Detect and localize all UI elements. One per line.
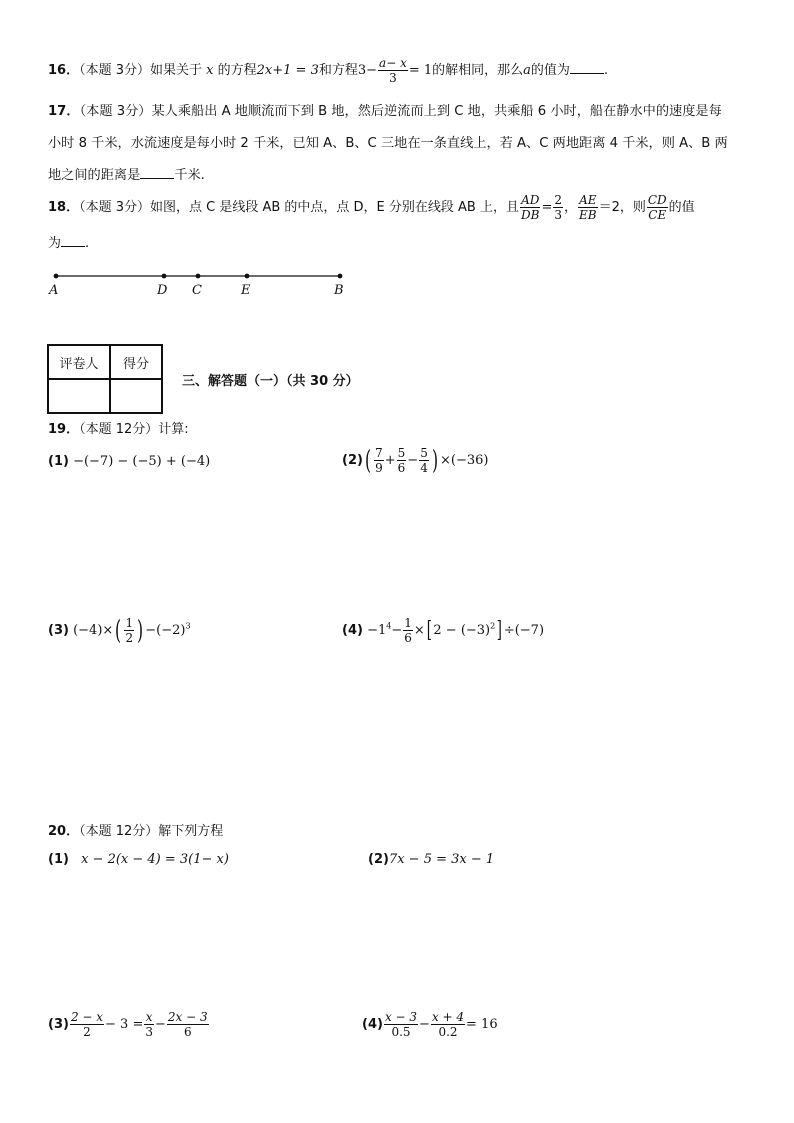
fraction-numerator: 2 (554, 193, 562, 207)
q19-part-4 (342, 616, 544, 645)
math-equation: 2x+1 = 3 (256, 63, 319, 78)
point-e-dot (245, 274, 250, 279)
question-number: 17． (48, 104, 80, 119)
math-fraction (70, 1010, 104, 1039)
math-fraction (520, 193, 540, 222)
question-text: 小时 8 千米，水流速度是每小时 2 千米，已知 A、B、C 三地在一条直线上，若 A、C 两地距离 4 千米，则 A、B 两 (48, 136, 728, 151)
score-header: 得分 (110, 345, 162, 379)
q20-part-3 (48, 1010, 210, 1039)
q20-part-2 (368, 852, 494, 867)
point-c-dot (196, 274, 201, 279)
question-number: 18． (48, 200, 80, 215)
question-text: 的方程 (217, 63, 257, 78)
punctuation: . (85, 236, 90, 251)
close-bracket: ] (496, 617, 503, 643)
q20-part-4 (362, 1010, 498, 1039)
point-e-label: E (241, 283, 251, 298)
math-expression: ÷(−7) (503, 623, 545, 638)
fraction-denominator: 9 (375, 461, 383, 475)
answer-blank[interactable] (61, 234, 85, 247)
math-equation: 7x − 5 = 3x − 1 (388, 852, 495, 867)
fraction-denominator: 2 (125, 631, 134, 645)
part-label: (2) (342, 453, 363, 468)
math-expression: −(−7) − (−5) + (−4) (73, 454, 211, 469)
question-text: 地之间的距离是 (48, 168, 141, 183)
section-title: 三、解答题（一）（共 30 分） (182, 374, 359, 389)
fraction-numerator: a− x (379, 56, 407, 70)
math-expression: 2 − (−3) (433, 623, 491, 638)
math-fraction (578, 193, 598, 222)
question-text: 的解相同，那么 (432, 63, 524, 78)
question-text: 的值 (668, 200, 695, 215)
math-equation: = 1 (408, 63, 433, 78)
grader-header: 评卷人 (48, 345, 110, 379)
question-text: 为 (48, 236, 62, 251)
math-equation: x − 2(x − 4) = 3(1− x) (81, 852, 229, 867)
fraction-numerator: 2x − 3 (167, 1010, 208, 1024)
part-label: (4) (342, 623, 363, 638)
question-18 (48, 192, 695, 224)
question-text: （本题 3分）如图，点 C 是线段 AB 的中点，点 D，E 分别在线段 AB 上，且 (79, 200, 519, 215)
question-number: 20． (48, 824, 80, 839)
plus-sign: + (384, 453, 396, 468)
question-18-line2 (48, 232, 89, 256)
part-label: (3) (48, 623, 69, 638)
fraction-denominator: DB (520, 208, 540, 222)
part-label: (4) (362, 1017, 383, 1032)
fraction-denominator: 0.2 (438, 1025, 458, 1039)
math-fraction (403, 616, 413, 645)
question-19 (48, 418, 189, 437)
math-variable: a (523, 63, 531, 78)
grade-table (47, 344, 163, 414)
math-fraction (553, 193, 563, 222)
fraction-numerator: AD (521, 193, 540, 207)
fraction-denominator: 3 (389, 71, 397, 85)
fraction-denominator: 3 (554, 208, 562, 222)
math-equation: 3− (357, 63, 378, 78)
punctuation: . (603, 63, 609, 78)
question-text: （本题 12分）解下列方程 (79, 824, 224, 839)
question-17 (48, 96, 728, 192)
answer-blank[interactable] (140, 166, 174, 179)
point-d-dot (162, 274, 167, 279)
fraction-numerator: x + 4 (431, 1010, 465, 1024)
point-d-label: D (157, 283, 168, 298)
question-text: （本题 12分）计算: (79, 422, 189, 437)
fraction-denominator: 3 (145, 1025, 153, 1039)
math-fraction (124, 616, 134, 645)
fraction-denominator: EB (579, 208, 597, 222)
question-text: （本题 3分）某人乘船出 A 地顺流而下到 B 地，然后逆流而上到 C 地，共乘船 6 小时，船在静水中的速度是每 (79, 104, 722, 119)
math-expression: −1 (367, 623, 387, 638)
fraction-denominator: CE (648, 208, 667, 222)
fraction-denominator: 6 (404, 631, 412, 645)
exponent: 3 (185, 621, 191, 631)
part-label: (1) (48, 852, 69, 867)
fraction-numerator: 5 (397, 446, 406, 460)
point-a-dot (54, 274, 59, 279)
q19-part-1 (48, 454, 210, 469)
answer-blank[interactable] (570, 61, 604, 74)
fraction-numerator: x (145, 1010, 153, 1024)
question-text: 的值为 (530, 63, 570, 78)
math-fraction (374, 446, 384, 475)
math-equation: = (541, 200, 553, 215)
minus-sign: − (407, 453, 419, 468)
open-paren: ( (364, 445, 372, 476)
point-a-label: A (49, 283, 59, 298)
point-b-label: B (334, 283, 344, 298)
fraction-denominator: 6 (183, 1025, 192, 1039)
question-text: 千米. (174, 168, 205, 183)
math-fraction (397, 446, 407, 475)
math-equation: = 16 (466, 1017, 498, 1032)
part-label: (1) (48, 454, 69, 469)
question-number: 19． (48, 422, 80, 437)
question-text: 和方程 (318, 63, 358, 78)
q19-part-2 (342, 446, 488, 475)
fraction-denominator: 6 (397, 461, 406, 475)
part-label: (3) (48, 1017, 69, 1032)
math-expression: − 3 = (105, 1017, 144, 1032)
math-fraction (384, 1010, 418, 1039)
question-text: （本题 3分） (79, 63, 150, 78)
fraction-denominator: 0.5 (391, 1025, 411, 1039)
fraction-denominator: 4 (420, 461, 428, 475)
fraction-numerator: 5 (420, 446, 428, 460)
fraction-numerator: AE (579, 193, 597, 207)
math-fraction (144, 1010, 154, 1039)
math-fraction (419, 446, 429, 475)
math-expression: (−4)× (73, 623, 114, 638)
question-text: ＝2，则 (598, 200, 646, 215)
score-cell[interactable] (110, 379, 162, 413)
math-fraction (167, 1010, 209, 1039)
part-label: (2) (368, 852, 389, 867)
open-bracket: [ (426, 617, 432, 643)
minus-sign: − (391, 623, 403, 638)
fraction-numerator: CD (647, 193, 667, 207)
math-expression: ×(−36) (439, 453, 489, 468)
point-b-dot (338, 274, 343, 279)
times-sign: × (413, 623, 425, 638)
q19-part-3 (48, 616, 191, 645)
exponent: 2 (490, 621, 496, 631)
math-variable: x (206, 63, 214, 78)
math-fraction (431, 1010, 465, 1039)
math-expression: −(−2) (145, 623, 186, 638)
fraction-numerator: 7 (375, 446, 383, 460)
question-number: 16． (48, 63, 80, 78)
point-c-label: C (192, 283, 202, 298)
question-20 (48, 820, 223, 839)
math-fraction (647, 193, 668, 222)
fraction-numerator: 2 − x (70, 1010, 104, 1024)
math-fraction (378, 56, 408, 85)
segment-diagram (40, 264, 360, 304)
q20-part-1 (48, 852, 229, 867)
minus-sign: − (419, 1017, 430, 1032)
open-paren: ( (115, 615, 122, 646)
fraction-numerator: 1 (125, 616, 134, 630)
question-text: 如果关于 (150, 63, 203, 78)
fraction-numerator: x − 3 (384, 1010, 418, 1024)
close-paren: ) (431, 445, 438, 476)
grader-cell[interactable] (48, 379, 110, 413)
question-16 (48, 56, 608, 85)
fraction-numerator: 1 (404, 616, 412, 630)
close-paren: ) (137, 615, 144, 646)
punctuation: ， (563, 200, 577, 215)
fraction-denominator: 2 (83, 1025, 91, 1039)
exponent: 4 (386, 621, 392, 631)
minus-sign: − (155, 1017, 166, 1032)
